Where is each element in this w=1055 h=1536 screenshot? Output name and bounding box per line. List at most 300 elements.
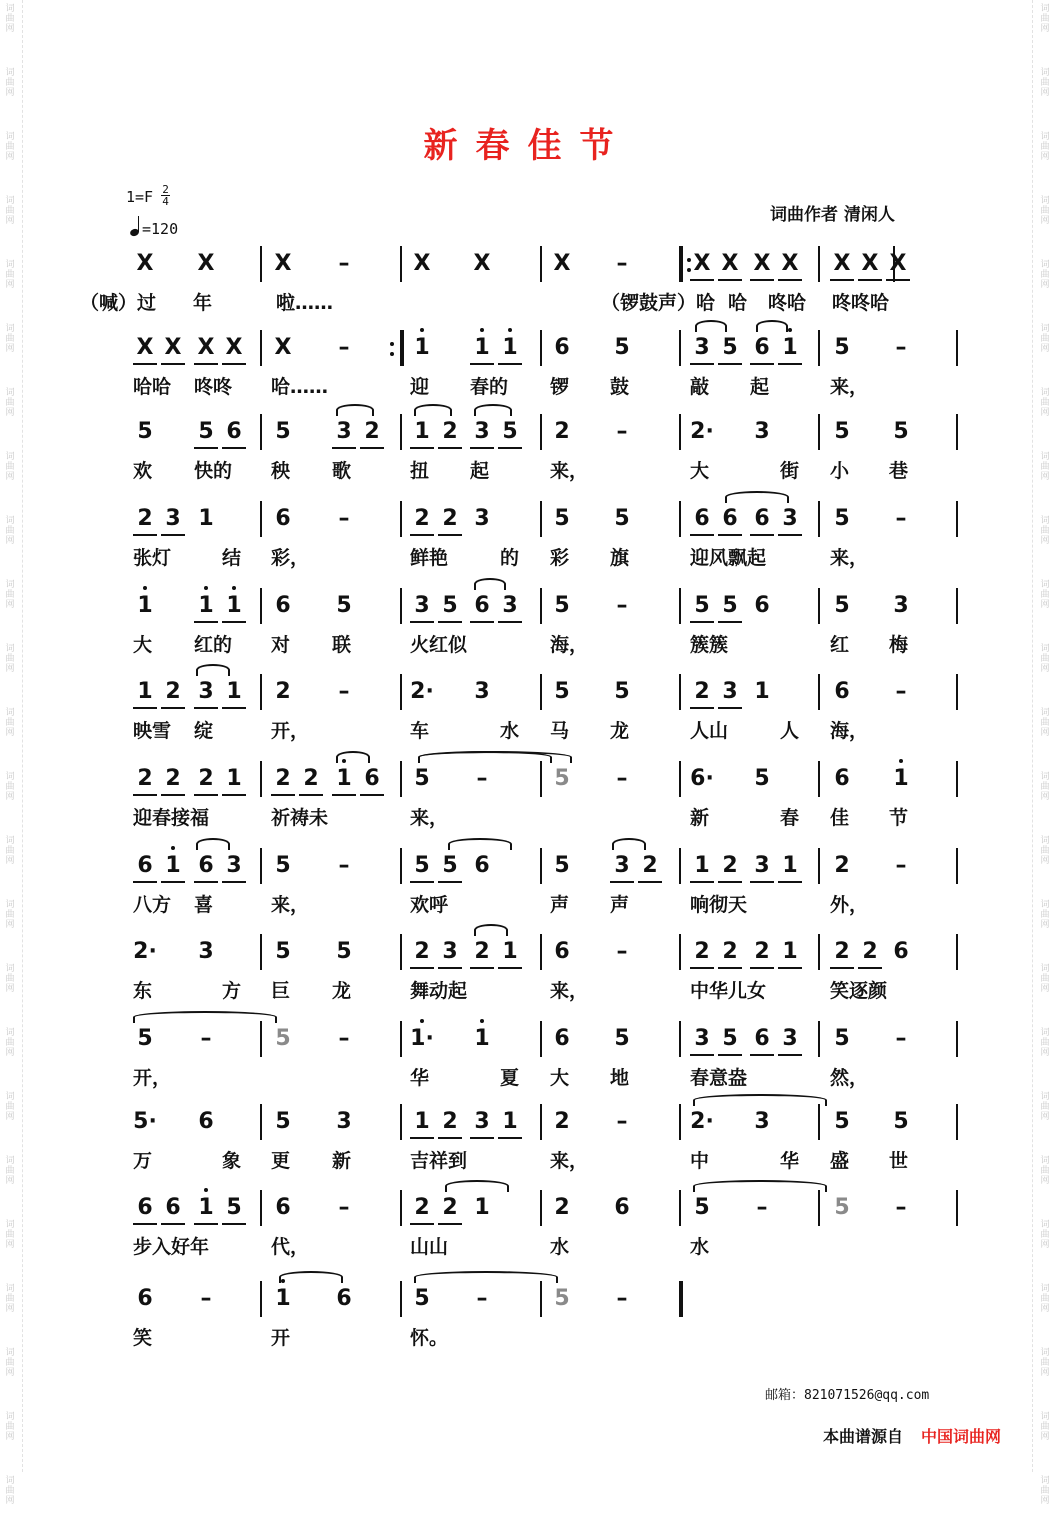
note: 5 [275,1109,291,1134]
note: 1 [778,852,802,880]
lyric: 马 [550,720,570,742]
note: X [473,251,491,276]
note: 2 [834,853,850,878]
lyric: 红的 [194,634,233,656]
note: 6 [750,1025,774,1053]
lyric: 更 [271,1150,291,1172]
note: 3 [893,593,909,618]
lyric: 方 [222,980,242,1002]
barline [818,330,820,366]
tempo-marking [130,218,178,238]
barline [818,934,820,970]
note: X [778,250,802,278]
tie-arc [725,491,789,503]
note: – [338,335,350,360]
tie-arc [693,1094,827,1106]
lyric: 起 [750,376,770,398]
tie-arc [474,924,508,936]
note: 2· [410,679,434,704]
lyric: 巷 [889,460,909,482]
note: 1 [222,592,246,620]
lyric: 象 [222,1150,242,1172]
score-row [0,938,1055,1024]
note: 3 [470,418,494,446]
lyric: 张灯 [133,547,172,569]
note: – [200,1026,212,1051]
tie-arc [695,320,727,332]
note: 6 [893,939,909,964]
note: 6 [161,1194,185,1222]
lyric: 啦…… [276,292,334,314]
note: 3 [718,678,742,706]
note: 5 [893,419,909,444]
note: X [858,250,882,278]
barline [540,1104,542,1140]
note: 5 [834,1109,850,1134]
note: 5 [893,1109,909,1134]
barline [540,1190,542,1226]
note: 2 [438,1108,462,1136]
lyric: 鼓 [610,376,630,398]
barline [818,588,820,624]
note: X [222,334,246,362]
watermark-text: 词曲网 [5,4,15,34]
barline [400,588,402,624]
barline [956,674,958,710]
lyric: 步入好年 [133,1236,210,1258]
note: – [338,251,350,276]
barline [679,1104,681,1140]
lyric: 来， [830,547,869,569]
barline [818,501,820,537]
note: 6 [474,853,490,878]
repeat-dots [390,336,394,362]
key-signature: 1=F [126,188,154,206]
note: 2 [410,1194,434,1222]
note: 3 [690,1025,714,1053]
note: 5 [137,1026,153,1051]
note: 3 [754,1109,770,1134]
note: 5 [554,506,570,531]
note: 2· [133,939,157,964]
note: – [338,1026,350,1051]
note: 1 [778,938,802,966]
note: X [886,250,910,278]
note: – [756,1195,768,1220]
note: X [750,250,774,278]
note: – [616,419,628,444]
note: 2 [438,505,462,533]
note: 1 [690,852,714,880]
barline [818,674,820,710]
lyric: 万 [133,1150,153,1172]
lyric: 东 [133,980,153,1002]
lyric: 新 [690,807,710,829]
barline [818,1021,820,1057]
barline [260,848,262,884]
barline [400,246,402,282]
tie-arc [418,751,572,763]
lyric: 彩， [271,547,310,569]
watermark-text: 词曲网 [1040,388,1050,418]
note: X [413,251,431,276]
note: 3 [750,852,774,880]
lyric: 祈祷未 [271,807,329,829]
note: – [895,1195,907,1220]
note: 3 [410,592,434,620]
note: 2 [133,765,157,793]
lyric: 欢呼 [410,894,449,916]
note: 5 [414,766,430,791]
watermark-text: 词曲网 [1040,1284,1050,1314]
tie-arc [612,838,646,850]
note: 6 [275,593,291,618]
barline [679,1021,681,1057]
note: 6 [275,1195,291,1220]
watermark-text: 词曲网 [5,900,15,930]
watermark-text: 词曲网 [5,1092,15,1122]
note: 5 [336,593,352,618]
note: 3 [336,1109,352,1134]
lyric: 联 [332,634,352,656]
barline [540,588,542,624]
note: 3 [194,678,218,706]
tie-arc [336,751,370,763]
tie-arc [414,1271,558,1283]
note: 3 [438,938,462,966]
score-row [0,1285,1055,1371]
lyric: 舞动起 [410,980,468,1002]
lyric: （锣鼓声）哈 [601,292,716,314]
note: 2 [271,765,295,793]
watermark-text: 词曲网 [1040,580,1050,610]
watermark-text: 词曲网 [5,196,15,226]
note: 2 [161,765,185,793]
lyric: 扭 [410,460,430,482]
watermark-text: 词曲网 [1040,1092,1050,1122]
note: 1 [470,334,494,362]
barline [260,246,262,282]
note: 2 [690,678,714,706]
note: 2 [133,505,157,533]
note: 2 [554,1109,570,1134]
barline [400,1281,402,1317]
note: X [718,250,742,278]
watermark-text: 词曲网 [5,964,15,994]
note: 5 [438,852,462,880]
watermark-text: 词曲网 [1040,1476,1050,1506]
note: 5 [614,679,630,704]
note: 5 [614,335,630,360]
barline [893,246,895,282]
score-row [0,250,1055,336]
note: 1· [410,1025,434,1053]
tie-arc [279,1271,343,1283]
note: X [197,251,215,276]
watermark-text: 词曲网 [1040,964,1050,994]
score-row [0,1025,1055,1111]
barline [540,414,542,450]
note: 6 [754,593,770,618]
lyric: 鲜艳 [410,547,449,569]
note: 1 [271,1285,295,1313]
barline [956,761,958,797]
lyric: 华 [780,1150,800,1172]
watermark-text: 词曲网 [1040,516,1050,546]
lyric: 夏 [500,1067,520,1089]
lyric: 迎风飘起 [690,547,767,569]
note: 3 [198,939,214,964]
note: – [895,853,907,878]
watermark-text: 词曲网 [5,580,15,610]
lyric: 红 [830,634,850,656]
watermark-text: 词曲网 [5,1220,15,1250]
note: 6 [360,765,384,793]
note: 6 [470,592,494,620]
lyric: 来， [550,980,589,1002]
lyric: 车 [410,720,430,742]
lyric: 大 [133,634,153,656]
barline [818,848,820,884]
note: 5 [554,853,570,878]
barline [956,588,958,624]
barline [540,1281,542,1317]
lyric: 小 [830,460,850,482]
score-row [0,418,1055,504]
barline [540,246,542,282]
barline [260,330,262,366]
lyric: 中 [690,1150,710,1172]
note: 2 [858,938,882,966]
note: 2 [750,938,774,966]
tie-arc [196,664,230,676]
note: 5 [718,1025,742,1053]
note: – [895,506,907,531]
note: 2 [410,938,434,966]
note: – [616,251,628,276]
watermark-text: 词曲网 [5,1028,15,1058]
note: – [895,679,907,704]
lyric: 水 [690,1236,710,1258]
lyric: 来， [830,376,869,398]
barline [679,501,681,537]
note: 5 [554,593,570,618]
note: 2 [275,679,291,704]
note: 5 [614,1026,630,1051]
note: 3 [222,852,246,880]
lyric: 迎 [410,376,430,398]
lyric: 咚咚哈 [832,292,890,314]
barline [679,414,681,450]
lyric: 大 [690,460,710,482]
score-row [0,765,1055,851]
note: X [194,334,218,362]
lyric: 然， [830,1067,869,1089]
tie-arc [414,404,452,416]
barline [540,1021,542,1057]
lyric: 起 [470,460,490,482]
barline [260,1281,262,1317]
note: – [476,766,488,791]
barline [400,848,402,884]
note: 1 [778,334,802,362]
lyric: 咚哈 [768,292,807,314]
lyric: 山山 [410,1236,449,1258]
watermark-text: 词曲网 [5,1412,15,1442]
barline [260,1021,262,1057]
note: – [476,1286,488,1311]
note: 6 [336,1286,352,1311]
note: 5 [194,418,218,446]
note: 2· [690,1109,714,1134]
note: 2 [554,1195,570,1220]
note: 6 [194,852,218,880]
note: 2 [410,505,434,533]
watermark-text: 词曲网 [5,708,15,738]
watermark-text: 词曲网 [5,772,15,802]
lyric: 海， [830,720,869,742]
note: 5 [834,1026,850,1051]
song-title: 新春佳节 [423,126,632,166]
note: 5 [694,1195,710,1220]
barline [400,934,402,970]
note: 2 [690,938,714,966]
lyric: 人 [780,720,800,742]
barline [818,1104,820,1140]
lyric: 哈哈 [133,376,172,398]
lyric: 春意盎 [690,1067,748,1089]
lyric: 来， [550,460,589,482]
note: 1 [889,765,913,793]
barline [540,761,542,797]
note: 5 [834,335,850,360]
contact-email: 邮箱：821071526@qq.com [765,1388,930,1403]
lyric: 喜 [194,894,214,916]
watermark-text: 词曲网 [5,260,15,290]
note: – [895,335,907,360]
note: – [616,593,628,618]
barline [818,246,820,282]
note: 1 [222,765,246,793]
note: 1 [222,678,246,706]
score-row [0,505,1055,591]
note: – [616,939,628,964]
note: 5 [718,592,742,620]
note: – [338,1195,350,1220]
watermark-text: 词曲网 [1040,68,1050,98]
lyric: 开 [271,1327,291,1349]
score-row [0,1194,1055,1280]
watermark-text: 词曲网 [5,388,15,418]
note: 6 [718,505,742,533]
note: 5 [275,853,291,878]
watermark-text: 词曲网 [5,1284,15,1314]
lyric: 声 [550,894,570,916]
lyric: 春的 [470,376,509,398]
barline [818,761,820,797]
lyric: 哈 [728,292,748,314]
note: 3 [778,505,802,533]
barline [540,330,542,366]
score-row [0,592,1055,678]
barline [956,414,958,450]
barline [956,848,958,884]
lyric: 龙 [610,720,630,742]
tie-arc [474,404,512,416]
lyric: 开， [133,1067,172,1089]
lyric: 海， [550,634,589,656]
lyric: 代， [271,1236,310,1258]
note: 1 [332,765,356,793]
barline [540,501,542,537]
note: 3 [690,334,714,362]
barline [540,674,542,710]
source-site: 中国词曲网 [921,1427,1002,1446]
barline [260,934,262,970]
lyric: 映雪 [133,720,172,742]
note: – [616,766,628,791]
note: – [616,1109,628,1134]
note: 5 [834,593,850,618]
barline [679,1281,683,1317]
tie-arc [474,578,506,590]
note: 1 [754,679,770,704]
note: 6 [750,334,774,362]
lyric: 新 [332,1150,352,1172]
lyric: 笑逐颜 [830,980,888,1002]
barline [818,414,820,450]
note: 3 [474,506,490,531]
barline [260,761,262,797]
note: 5 [137,419,153,444]
watermark-text: 词曲网 [1040,708,1050,738]
note: 2 [161,678,185,706]
note: 3 [610,852,634,880]
watermark-text: 词曲网 [1040,772,1050,802]
time-signature [161,184,170,207]
lyric: 人山 [690,720,729,742]
note: 2 [554,419,570,444]
score-row [0,334,1055,420]
watermark-text: 词曲网 [5,644,15,674]
note: 2 [360,418,384,446]
barline [679,588,681,624]
note: 2 [299,765,323,793]
note: 1 [498,334,522,362]
note: 6 [222,418,246,446]
note: 5 [275,939,291,964]
barline [540,934,542,970]
note: 5 [554,679,570,704]
barline [679,246,683,282]
lyric: 吉祥到 [410,1150,468,1172]
note: X [274,335,292,360]
lyric: 锣 [550,376,570,398]
score-row [0,852,1055,938]
tie-arc [693,1180,827,1192]
note: X [161,334,185,362]
note: 6 [750,505,774,533]
barline [956,1104,958,1140]
note: 6 [554,939,570,964]
lyric: 佳 [830,807,850,829]
note: – [200,1286,212,1311]
note: X [274,251,292,276]
tie-arc [336,404,374,416]
lyric: 盛 [830,1150,850,1172]
note: 5 [834,506,850,531]
note: 5 [336,939,352,964]
